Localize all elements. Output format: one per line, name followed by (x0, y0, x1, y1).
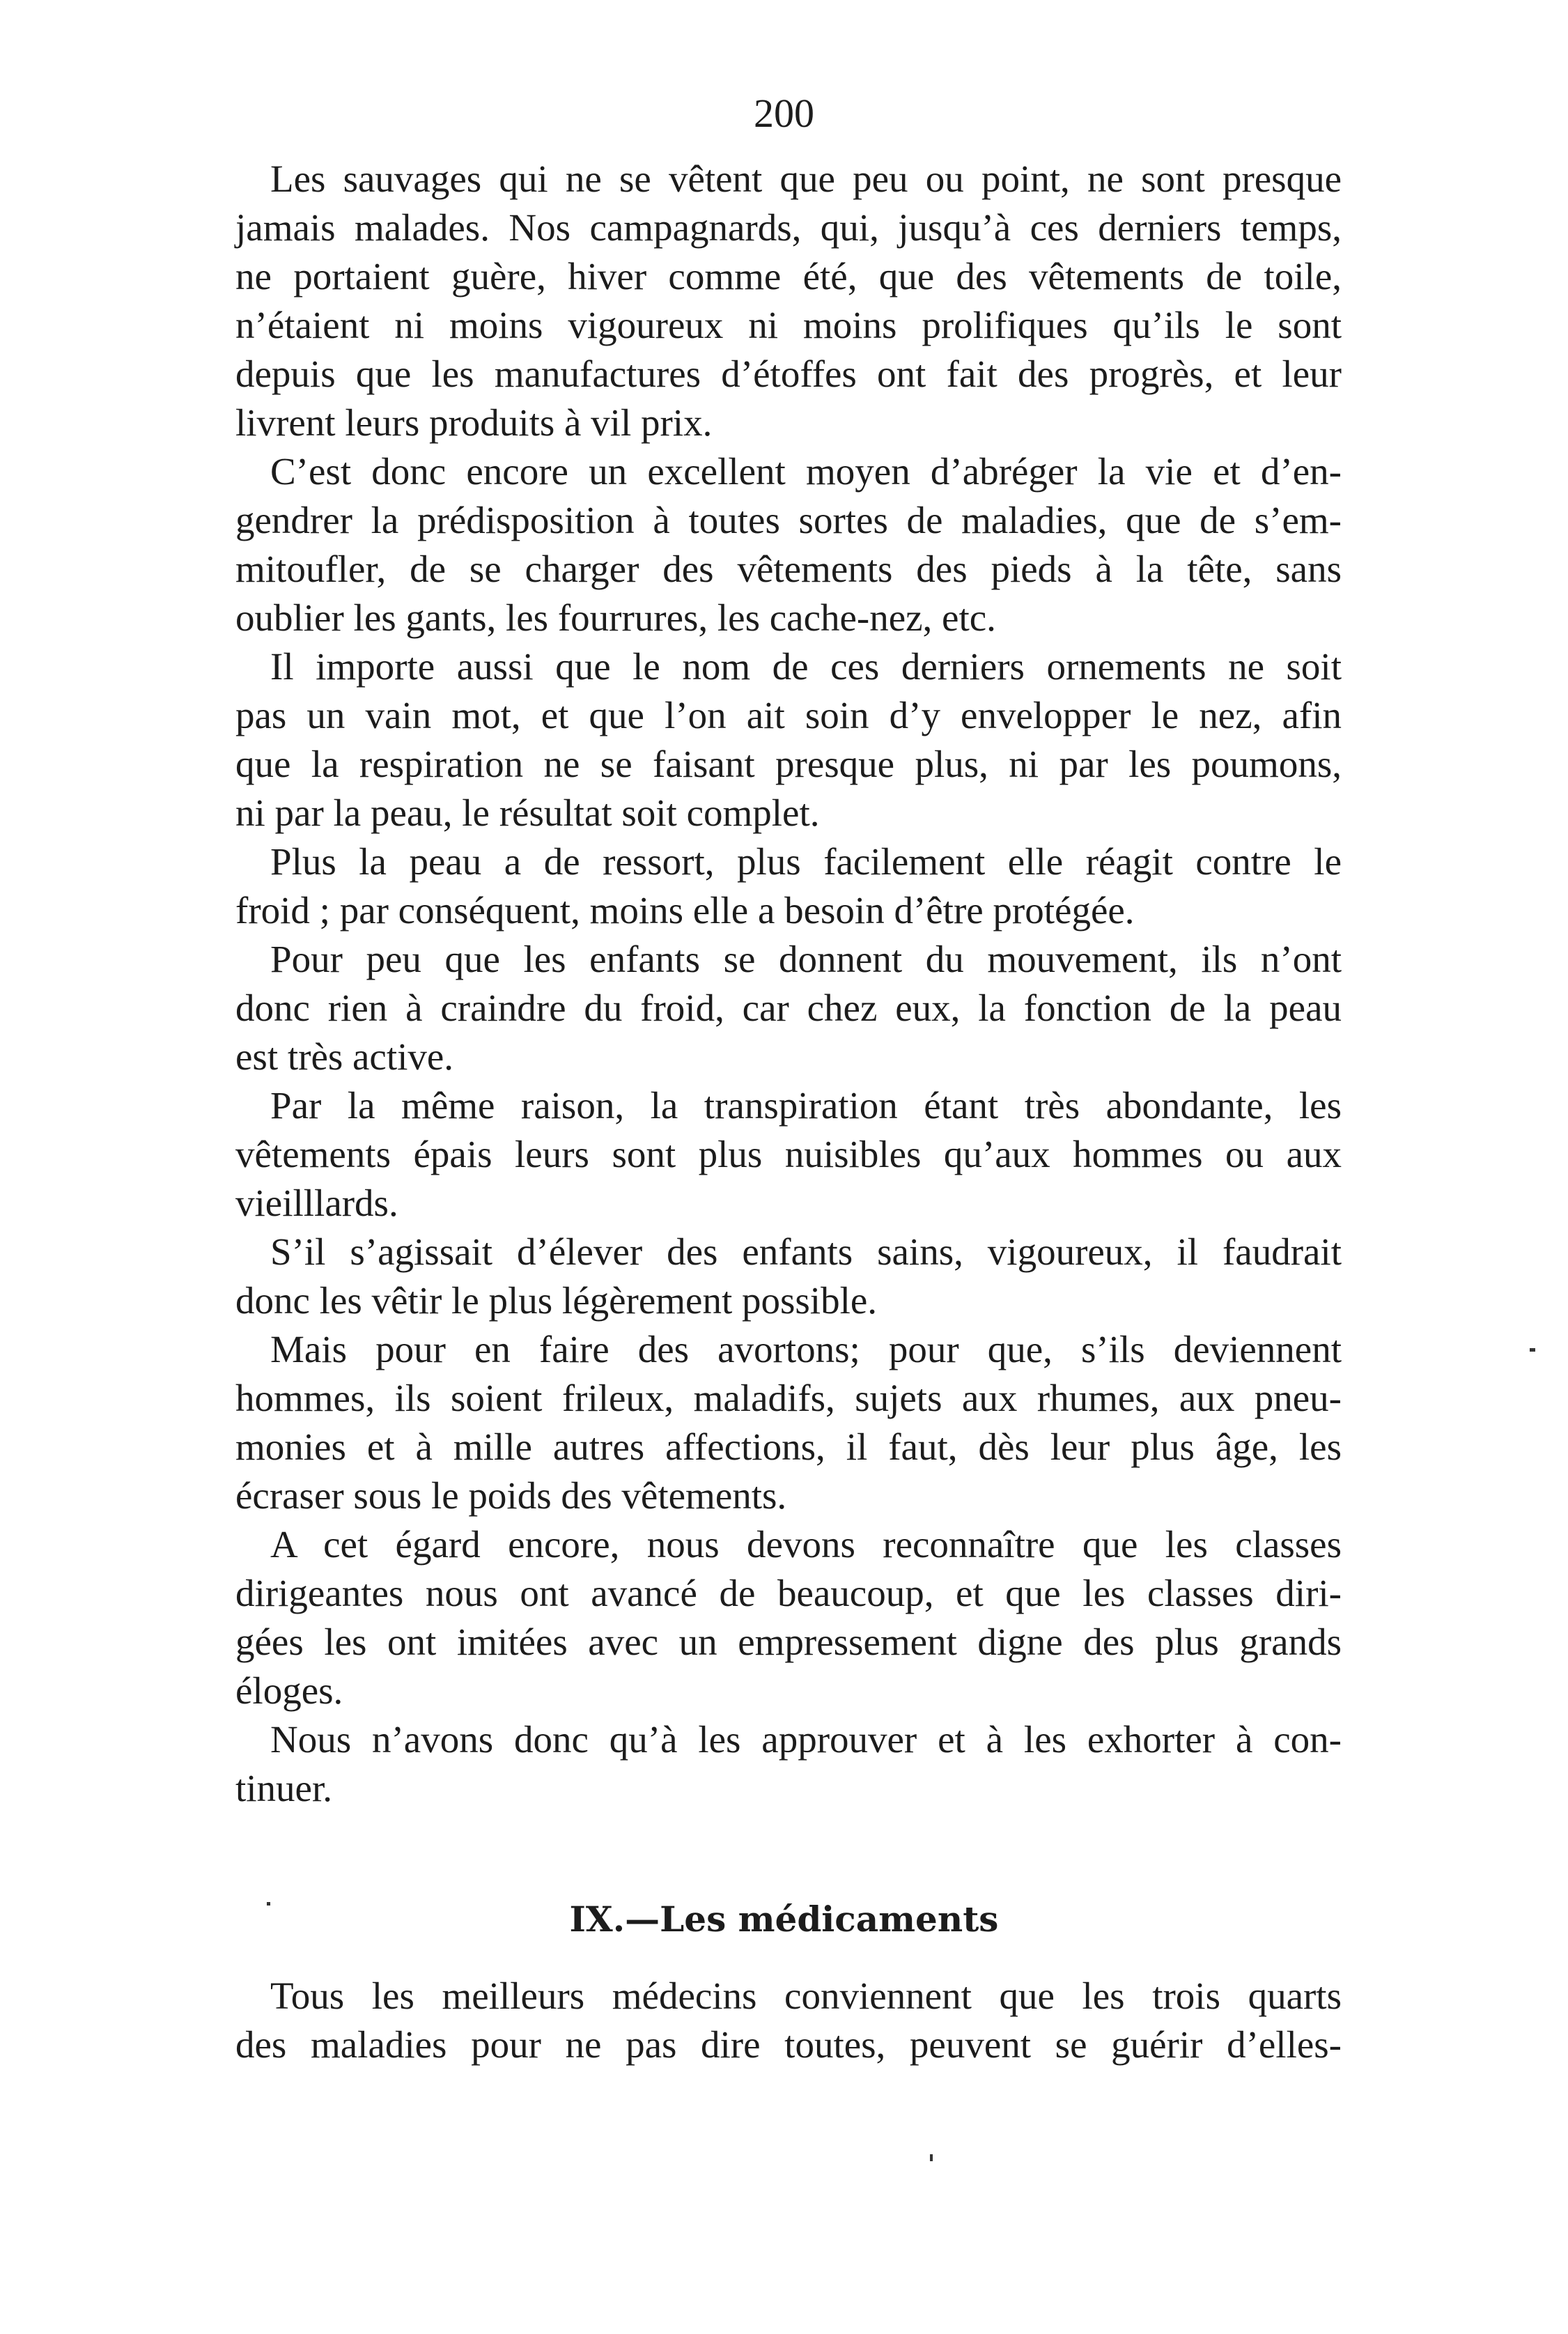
text-line: gées les ont imitées avec un empressement digne des plus grands (235, 1621, 1342, 1663)
text-line: donc rien à craindre du froid, car chez eux, la fonction de la peau (235, 987, 1342, 1029)
text-line: est très active. (235, 1035, 454, 1078)
text-line: éloges. (235, 1669, 343, 1712)
text-line: pas un vain mot, et que l’on ait soin d’y envelopper le nez, afin (235, 694, 1342, 736)
text-line: jamais malades. Nos campagnards, qui, jusqu’à ces derniers temps, (235, 206, 1342, 249)
text-line: vêtements épais leurs sont plus nuisibles qu’aux hommes ou aux (235, 1133, 1342, 1175)
text-line: A cet égard encore, nous devons reconnaître que les classes (270, 1523, 1342, 1566)
text-line: oublier les gants, les fourrures, les cache-nez, etc. (235, 596, 996, 639)
section-text (235, 1972, 1342, 2069)
text-line: dirigeantes nous ont avancé de beaucoup, et que les classes diri- (235, 1572, 1342, 1614)
text-line: Par la même raison, la transpiration étant très abondante, les (270, 1084, 1342, 1127)
section-heading: IX.—Les médicaments (569, 1899, 999, 1940)
text-line: Les sauvages qui ne se vêtent que peu ou point, ne sont presque (270, 157, 1342, 200)
text-line: livrent leurs produits à vil prix. (235, 401, 713, 444)
text-line: Tous les meilleurs médecins conviennent que les trois quarts (270, 1974, 1342, 2017)
ink-speck (267, 1902, 270, 1906)
text-line: hommes, ils soient frileux, maladifs, sujets aux rhumes, aux pneu- (235, 1377, 1342, 1419)
text-line: écraser sous le poids des vêtements. (235, 1474, 787, 1517)
text-line: gendrer la prédisposition à toutes sortes de maladies, que de s’em- (235, 499, 1342, 541)
text-line: Mais pour en faire des avortons; pour que, s’ils deviennent (270, 1328, 1342, 1370)
ink-speck (1530, 1348, 1535, 1352)
text-line: monies et à mille autres affections, il faut, dès leur plus âge, les (235, 1425, 1342, 1468)
text-line: Plus la peau a de ressort, plus facilement elle réagit contre le (270, 840, 1342, 883)
text-line: C’est donc encore un excellent moyen d’abréger la vie et d’en- (270, 450, 1342, 493)
ink-speck (930, 2154, 933, 2161)
text-line: ni par la peau, le résultat soit complet. (235, 791, 820, 834)
text-line: depuis que les manufactures d’étoffes ont fait des progrès, et leur (235, 353, 1342, 395)
text-line: n’étaient ni moins vigoureux ni moins prolifiques qu’ils le sont (235, 304, 1342, 346)
text-line: Nous n’avons donc qu’à les approuver et à les exhorter à con- (270, 1718, 1342, 1761)
body-text (235, 155, 1342, 1813)
page-number: 200 (754, 91, 814, 136)
text-line: S’il s’agissait d’élever des enfants sains, vigoureux, il faudrait (270, 1230, 1342, 1273)
text-line: tinuer. (235, 1767, 333, 1809)
text-line: froid ; par conséquent, moins elle a besoin d’être protégée. (235, 889, 1135, 932)
text-line: Pour peu que les enfants se donnent du mouvement, ils n’ont (270, 938, 1342, 980)
text-line: que la respiration ne se faisant presque plus, ni par les poumons, (235, 743, 1342, 785)
text-line: donc les vêtir le plus légèrement possible. (235, 1279, 878, 1322)
text-line: ne portaient guère, hiver comme été, que des vêtements de toile, (235, 255, 1342, 297)
text-line: mitoufler, de se charger des vêtements des pieds à la tête, sans (235, 548, 1342, 590)
text-line: des maladies pour ne pas dire toutes, peuvent se guérir d’elles- (235, 2023, 1342, 2066)
text-line: vieilllards. (235, 1182, 398, 1224)
text-line: Il importe aussi que le nom de ces derniers ornements ne soit (270, 645, 1342, 688)
